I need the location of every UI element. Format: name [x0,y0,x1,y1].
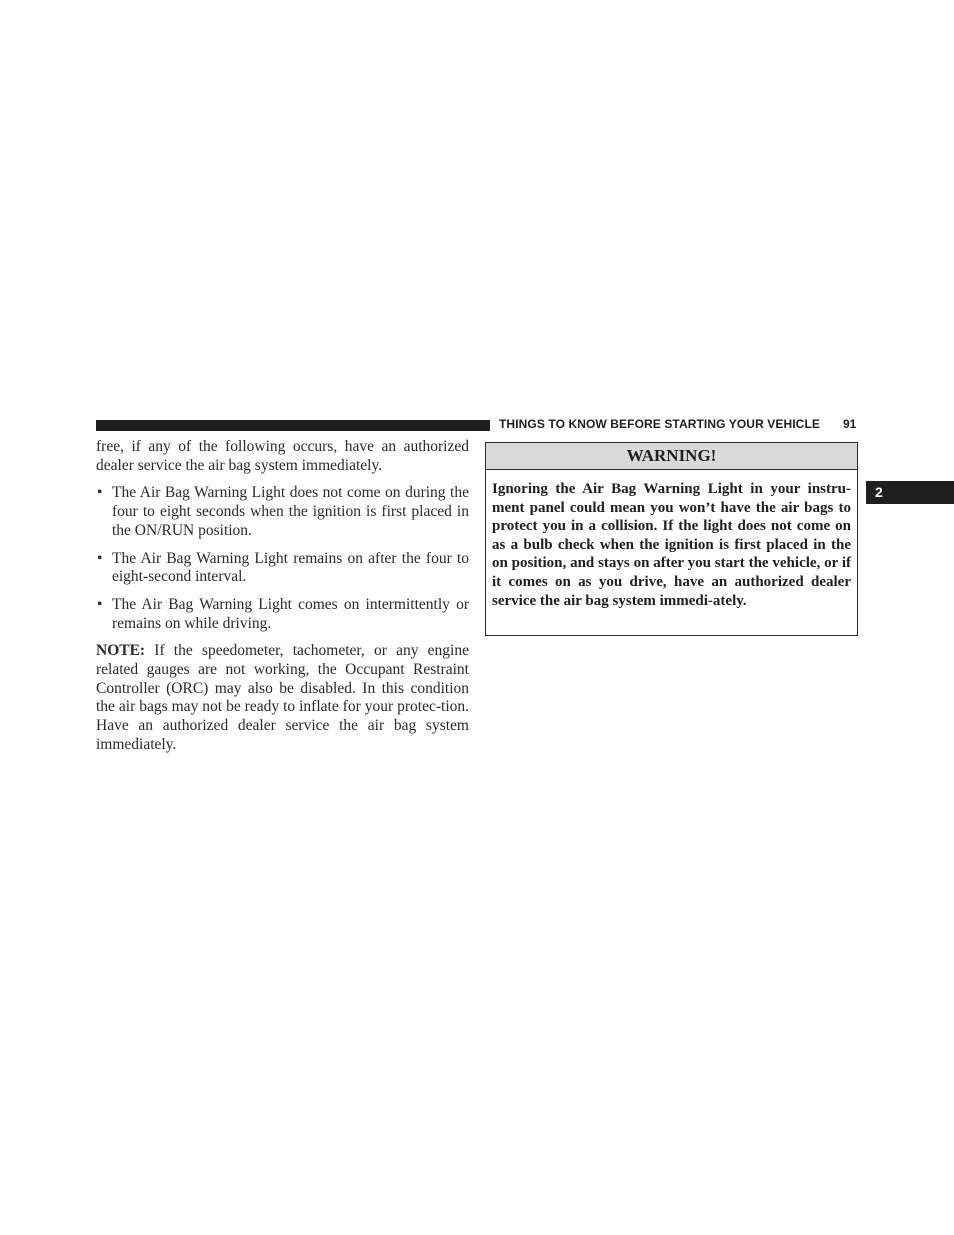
bullet-text: The Air Bag Warning Light remains on after the four to eight-second interval. [112,549,469,586]
bullet-text: The Air Bag Warning Light comes on intermittently or remains on while driving. [112,595,469,632]
bullet-icon: • [97,484,103,502]
note-text: If the speedometer, tachometer, or any engine related gauges are not working, the Occupant Restraint Controller (ORC) may also be disabled. In this condition the air bags may not be ready to inflate for your protec-tion. Have an authorized dealer service the air bag system immediately. [96,642,469,753]
intro-paragraph: free, if any of the following occurs, have an authorized dealer service the air bag system immediately. [96,438,469,474]
bullet-item [96,550,469,587]
bullet-item [96,484,469,540]
note-label: NOTE: [96,642,146,660]
bullet-icon: • [97,549,103,567]
note-paragraph [96,642,469,754]
bullet-list [96,484,469,633]
header-bar [96,420,490,431]
running-header-title: THINGS TO KNOW BEFORE STARTING YOUR VEHICLE [499,417,820,431]
warning-title: WARNING! [486,443,857,470]
bullet-icon: • [97,595,103,613]
warning-box [485,442,858,636]
chapter-tab: 2 [866,481,954,504]
warning-body: Ignoring the Air Bag Warning Light in your instru-ment panel could mean you won’t have the air bags to protect you in a collision. If the light does not come on as a bulb check when the ignition is first placed in the on position, and stays on after you start the vehicle, or if it comes on as you drive, have an authorized dealer service the air bag system immedi-ately. [492,481,851,609]
bullet-text: The Air Bag Warning Light does not come on during the four to eight seconds when the ignition is first placed in the ON/RUN position. [112,484,469,539]
left-column [96,438,469,755]
page-number: 91 [843,417,857,431]
bullet-item [96,596,469,633]
